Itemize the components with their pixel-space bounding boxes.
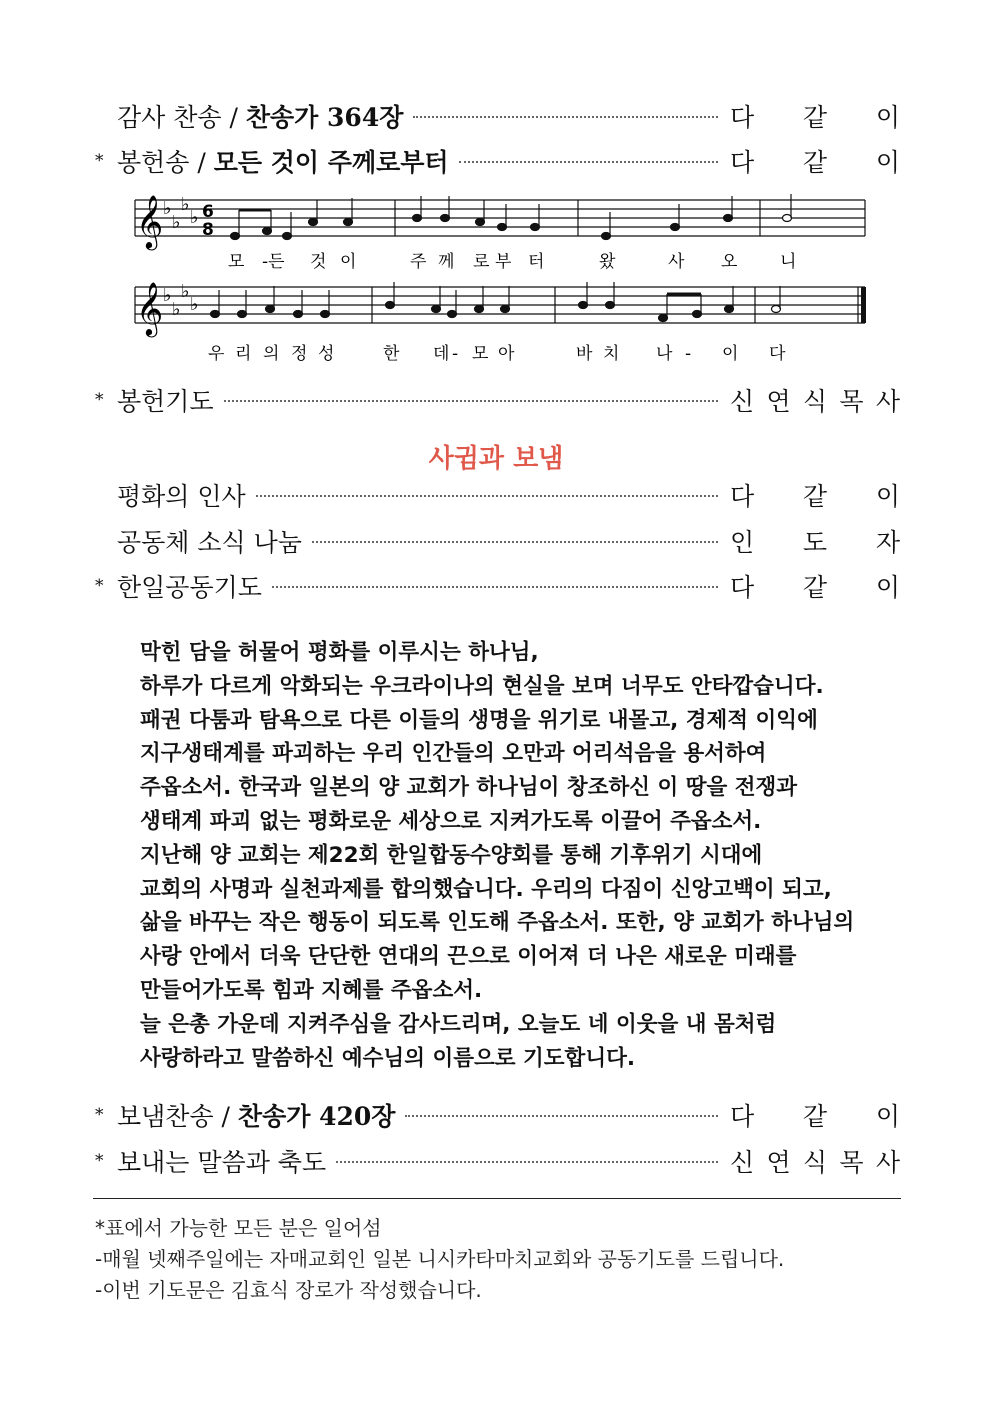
lyrics-line1 — [228, 251, 796, 272]
time-signature-bottom: 8 — [202, 220, 214, 240]
prayer-line: 만들어가도록 힘과 지혜를 주옵소서. — [140, 977, 483, 1003]
svg-text:아: 아 — [498, 344, 515, 364]
svg-text:-: - — [685, 344, 692, 364]
order-label: 공동체 소식 나눔 — [117, 528, 302, 557]
svg-text:다: 다 — [769, 344, 786, 364]
svg-text:데: 데 — [433, 344, 450, 364]
svg-text:의: 의 — [263, 344, 280, 364]
svg-text:리: 리 — [235, 344, 252, 364]
prayer-line: 주옵소서. 한국과 일본의 양 교회가 하나님이 창조하신 이 땅을 전쟁과 — [140, 775, 798, 801]
footnotes — [95, 1213, 784, 1306]
standing-mark: * — [95, 151, 104, 171]
order-row-sending-hymn — [95, 1098, 900, 1132]
order-label: 한일공동기도 — [117, 573, 262, 602]
order-label: 보냄찬송 / 찬송가 420장 — [117, 1102, 396, 1131]
svg-text:성: 성 — [318, 344, 335, 364]
svg-text:♭: ♭ — [190, 294, 199, 315]
prayer-line: 지구생태계를 파괴하는 우리 인간들의 오만과 어리석음을 용서하여 — [140, 741, 767, 767]
standing-mark: * — [95, 1151, 104, 1171]
svg-text:바: 바 — [576, 344, 593, 364]
svg-text:로: 로 — [473, 252, 490, 272]
dot-leader — [256, 493, 718, 497]
prayer-line: 지난해 양 교회는 제22회 한일합동수양회를 통해 기후위기 시대에 — [140, 842, 763, 868]
svg-text:-: - — [452, 344, 459, 364]
standing-mark: * — [95, 1105, 104, 1125]
svg-text:모: 모 — [472, 344, 489, 364]
divider — [93, 1198, 901, 1199]
prayer-line: 하루가 다르게 악화되는 우크라이나의 현실을 보며 너무도 안타깝습니다. — [140, 673, 824, 699]
svg-text:♭: ♭ — [163, 285, 172, 306]
svg-text:주: 주 — [410, 252, 427, 272]
order-label: 봉헌기도 — [117, 387, 214, 416]
svg-text:♭: ♭ — [163, 198, 172, 219]
svg-text:♭: ♭ — [172, 299, 181, 320]
svg-text:-든: -든 — [262, 252, 285, 272]
footnote: -매월 넷째주일에는 자매교회인 일본 니시카타마치교회와 공동기도를 드립니다. — [95, 1247, 785, 1271]
svg-text:♭: ♭ — [181, 194, 190, 215]
svg-text:우: 우 — [208, 344, 225, 364]
prayer-line: 생태계 파괴 없는 평화로운 세상으로 지켜가도록 이끌어 주옵소서. — [140, 808, 762, 834]
section-title: 사귐과 보냄 — [428, 444, 564, 474]
order-row-thanksgiving-hymn — [95, 99, 900, 133]
prayer-line: 사랑하라고 말씀하신 예수님의 이름으로 기도합니다. — [140, 1045, 636, 1071]
time-signature-top: 6 — [202, 202, 214, 222]
notes-line1 — [231, 194, 792, 240]
svg-text:치: 치 — [603, 344, 620, 364]
final-barline — [861, 287, 866, 323]
order-label: 감사 찬송 / 찬송가 364장 — [117, 103, 404, 132]
prayer-line: 교회의 사명과 실천과제를 합의했습니다. 우리의 다짐이 신앙고백이 되고, — [140, 876, 832, 902]
treble-clef-icon: 𝄞 — [136, 194, 164, 248]
key-signature-flats-icon — [163, 194, 199, 320]
order-leader: 다 같 이 — [730, 1102, 900, 1131]
dot-leader — [405, 1113, 718, 1117]
dot-leader — [272, 584, 718, 588]
order-leader: 다 같 이 — [730, 103, 900, 132]
footnote: *표에서 가능한 모든 분은 일어섬 — [95, 1216, 382, 1240]
dot-leader — [312, 539, 718, 543]
order-leader: 다 같 이 — [730, 573, 900, 602]
order-row-offertory-prayer — [95, 383, 900, 417]
order-row-offertory-song — [95, 144, 900, 178]
svg-text:오: 오 — [721, 252, 738, 272]
order-row-joint-prayer — [95, 569, 900, 603]
prayer-line: 패권 다툼과 탐욕으로 다른 이들의 생명을 위기로 내몰고, 경제적 이익에 — [140, 707, 818, 733]
lyrics-line2 — [208, 343, 786, 364]
prayer-line: 사랑 안에서 더욱 단단한 연대의 끈으로 이어져 더 나은 새로운 미래를 — [140, 944, 797, 970]
dot-leader — [336, 1159, 718, 1163]
order-leader: 다 같 이 — [730, 148, 900, 177]
standing-mark: * — [95, 576, 104, 596]
order-row-community-news — [95, 524, 900, 558]
dot-leader — [459, 159, 718, 163]
svg-text:터: 터 — [528, 252, 545, 272]
svg-text:부: 부 — [495, 252, 512, 272]
order-row-benediction — [95, 1144, 900, 1178]
dot-leader — [224, 398, 718, 402]
svg-text:이: 이 — [722, 344, 739, 364]
joint-prayer-text — [140, 636, 900, 1075]
svg-text:나: 나 — [656, 344, 673, 364]
svg-text:♭: ♭ — [172, 212, 181, 233]
prayer-line: 늘 은총 가운데 지켜주심을 감사드리며, 오늘도 네 이웃을 내 몸처럼 — [140, 1011, 777, 1037]
svg-text:한: 한 — [383, 344, 400, 364]
svg-text:이: 이 — [340, 252, 357, 272]
order-row-peace-greeting — [95, 478, 900, 512]
standing-mark: * — [95, 390, 104, 410]
svg-text:♭: ♭ — [190, 207, 199, 228]
order-label: 평화의 인사 — [117, 482, 246, 511]
svg-text:왔: 왔 — [599, 252, 616, 272]
svg-text:것: 것 — [310, 252, 327, 272]
dot-leader — [413, 114, 718, 118]
notes-line2 — [211, 282, 781, 322]
svg-text:사: 사 — [668, 252, 685, 272]
order-leader: 신 연 식 목 사 — [730, 1148, 900, 1177]
order-label: 봉헌송 / 모든 것이 주께로부터 — [117, 148, 449, 177]
svg-text:께: 께 — [438, 252, 455, 272]
svg-text:모: 모 — [228, 252, 245, 272]
order-leader: 다 같 이 — [730, 482, 900, 511]
svg-text:니: 니 — [780, 252, 797, 272]
svg-text:♭: ♭ — [181, 281, 190, 302]
music-score — [130, 190, 875, 370]
treble-clef-icon: 𝄞 — [136, 281, 164, 335]
order-label: 보내는 말씀과 축도 — [117, 1148, 327, 1177]
order-leader: 인 도 자 — [730, 528, 900, 557]
order-leader: 신 연 식 목 사 — [730, 387, 900, 416]
prayer-line: 삶을 바꾸는 작은 행동이 되도록 인도해 주옵소서. 또한, 양 교회가 하나님의 — [140, 910, 855, 936]
svg-text:정: 정 — [291, 344, 308, 364]
prayer-line: 막힌 담을 허물어 평화를 이루시는 하나님, — [140, 640, 539, 665]
footnote: -이번 기도문은 김효식 장로가 작성했습니다. — [95, 1278, 482, 1302]
